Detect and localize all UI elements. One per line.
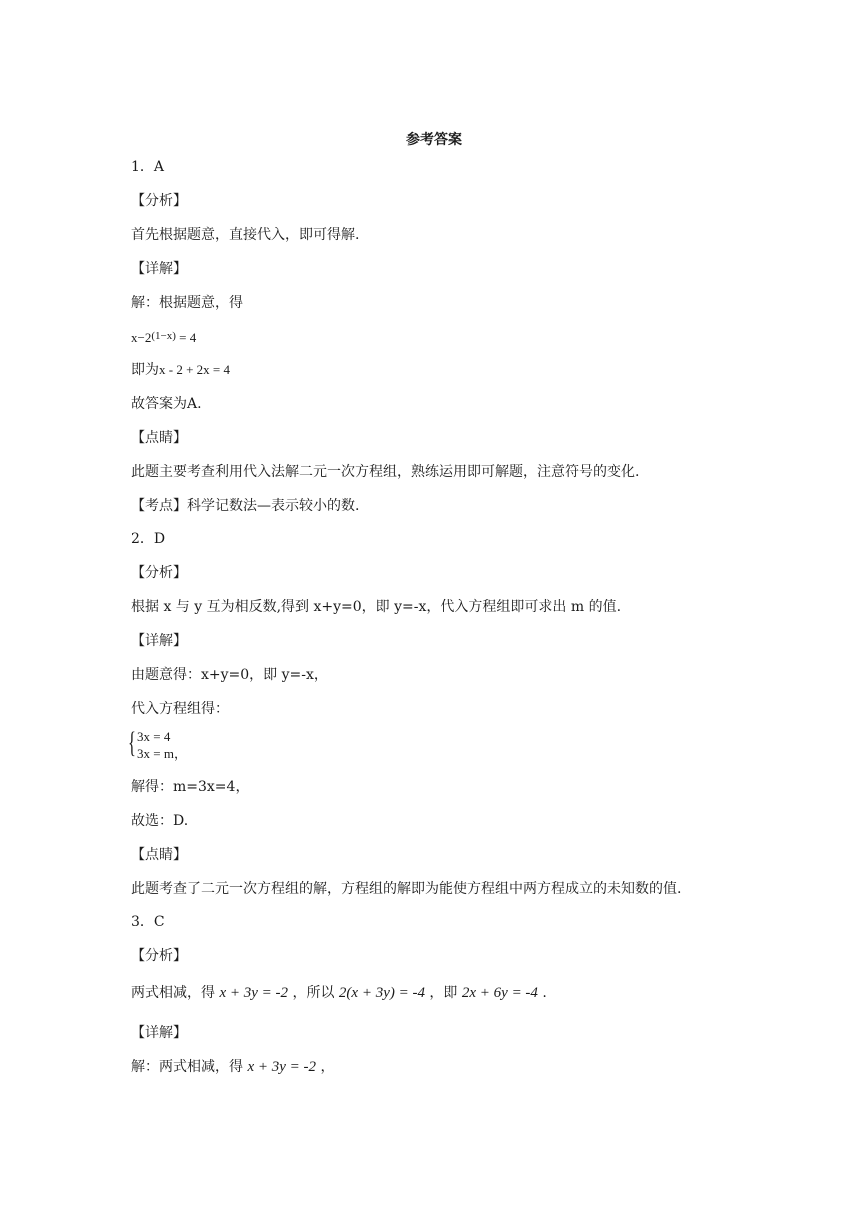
left-brace-icon: { <box>128 726 136 759</box>
system-suffix: ， <box>173 746 187 761</box>
system-line-1: 3x = 4 <box>137 729 171 744</box>
q3-analysis-heading: 【分析】 <box>131 948 187 964</box>
q1-point-text: 此题主要考查利用代入法解二元一次方程组，熟练运用即可解题，注意符号的变化. <box>131 464 640 480</box>
q3-detail-part-a: 解：两式相减，得 <box>131 1059 243 1075</box>
q2-detail-line-1: 由题意得：x+y=0，即 y=-x， <box>131 667 328 683</box>
q1-analysis-heading: 【分析】 <box>131 193 187 209</box>
q2-detail-line-2: 代入方程组得： <box>131 701 229 717</box>
q3-analysis-part-d: . <box>542 985 547 1001</box>
q3-analysis-part-c: ，即 <box>429 985 458 1001</box>
q3-analysis-eq-1: x + 3y = -2 <box>219 985 289 1001</box>
q1-detail-heading: 【详解】 <box>131 261 187 277</box>
q1-answer: 1．A <box>131 159 165 175</box>
q2-point-heading: 【点睛】 <box>131 847 187 863</box>
q1-point-heading: 【点睛】 <box>131 430 187 446</box>
q1-analysis-text: 首先根据题意，直接代入，即可得解. <box>131 227 360 243</box>
q3-detail-part-b: ， <box>320 1059 335 1075</box>
q1-detail-line-3-prefix: 即为 <box>131 362 159 378</box>
page-title: 参考答案 <box>406 132 462 148</box>
q3-detail-heading: 【详解】 <box>131 1025 187 1041</box>
q1-kaodian: 【考点】科学记数法—表示较小的数. <box>131 498 360 514</box>
q3-analysis-eq-3: 2x + 6y = -4 <box>461 985 538 1001</box>
eq-part: x−2 <box>131 330 152 345</box>
q3-answer: 3．C <box>131 914 165 930</box>
q2-detail-heading: 【详解】 <box>131 633 187 649</box>
q2-answer: 2．D <box>131 531 166 547</box>
q3-analysis-eq-2: 2(x + 3y) = -4 <box>338 985 425 1001</box>
q1-equation-2: x - 2 + 2x = 4 <box>159 362 230 377</box>
q2-detail-line-4: 故选：D. <box>131 813 189 829</box>
q1-equation-1 <box>131 327 196 347</box>
q3-detail-line-1 <box>131 1058 334 1076</box>
system-line-2-eq: 3x = m <box>137 746 174 761</box>
q1-detail-line-1: 解：根据题意，得 <box>131 295 243 311</box>
system-line-2 <box>137 746 187 761</box>
q3-detail-eq: x + 3y = -2 <box>247 1059 317 1075</box>
q2-point-text: 此题考查了二元一次方程组的解，方程组的解即为能使方程组中两方程成立的未知数的值. <box>131 881 682 897</box>
q2-analysis-text: 根据 x 与 y 互为相反数,得到 x+y=0，即 y=-x，代入方程组即可求出 m 的值. <box>131 599 622 615</box>
eq-rhs: = 4 <box>175 330 197 345</box>
eq-paren-close: ) <box>172 330 176 342</box>
q3-analysis-part-a: 两式相减，得 <box>131 985 215 1001</box>
q2-detail-line-3: 解得：m=3x=4， <box>131 779 250 795</box>
q3-analysis-part-b: ，所以 <box>292 985 335 1001</box>
q3-analysis-text <box>131 984 547 1002</box>
q2-analysis-heading: 【分析】 <box>131 565 187 581</box>
q1-detail-line-3 <box>131 361 230 379</box>
q2-equation-system <box>128 726 328 766</box>
eq-paren-open: (1−x <box>151 330 173 342</box>
q1-detail-line-4: 故答案为A. <box>131 396 202 412</box>
